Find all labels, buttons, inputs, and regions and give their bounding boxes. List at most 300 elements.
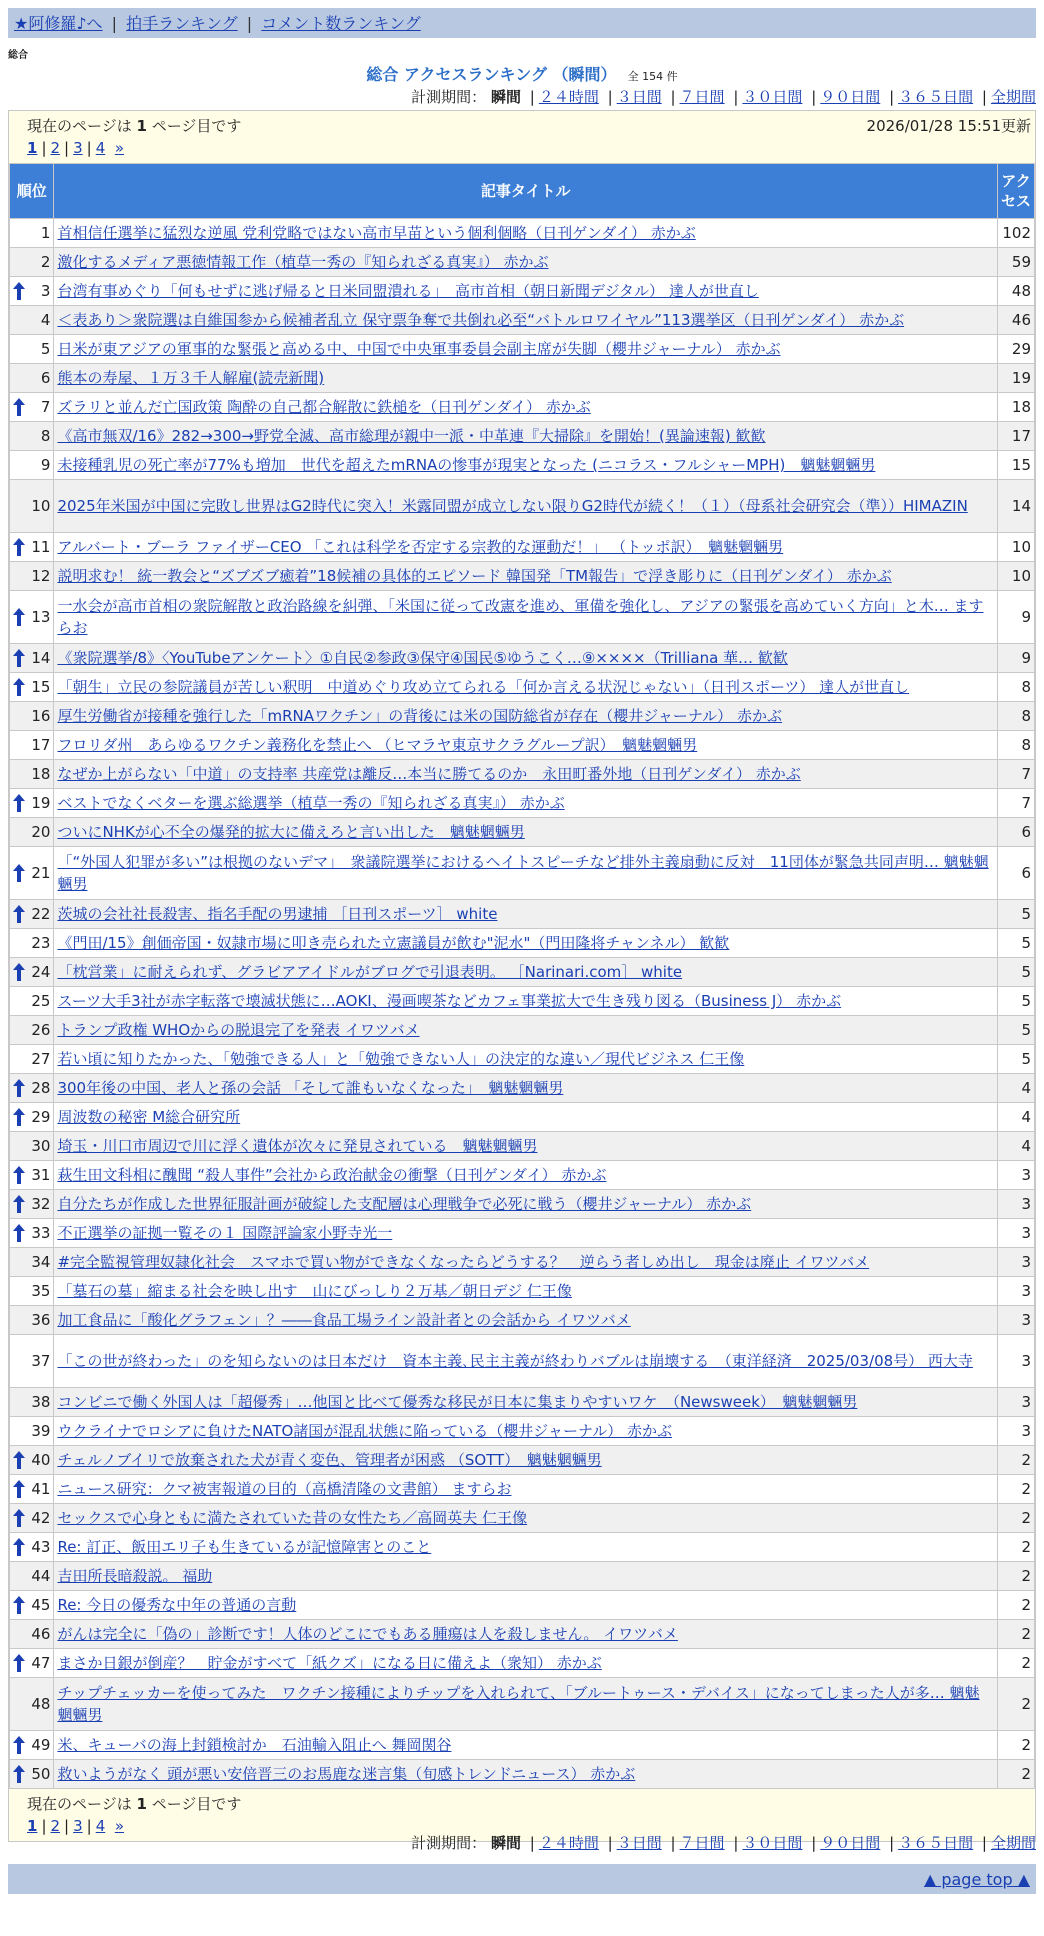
title-cell xyxy=(54,393,997,422)
pager-next[interactable]: » xyxy=(114,139,124,157)
page-message: 現在のページは 1 ページ目です xyxy=(27,1795,242,1813)
up-arrow-icon xyxy=(13,794,25,812)
article-link[interactable]: 300年後の中国、老人と孫の会話 「そして誰もいなくなった」 魑魅魍魎男 xyxy=(57,1079,564,1097)
rank-cell xyxy=(10,847,54,900)
access-count: 2 xyxy=(997,1475,1034,1504)
rank-cell xyxy=(10,1219,54,1248)
rank-number: 46 xyxy=(31,1625,51,1643)
up-arrow-icon xyxy=(13,1538,25,1556)
title-cell xyxy=(54,1562,997,1591)
access-count: 10 xyxy=(997,562,1034,591)
pager-page-1[interactable]: 1 xyxy=(27,1817,38,1835)
article-link[interactable]: 《門田/15》創価帝国・奴隷市場に叩き売られた立憲議員が飲む"泥水"（門田隆将チャンネル） 歓歓 xyxy=(57,934,730,952)
title-cell xyxy=(54,818,997,847)
access-count: 6 xyxy=(997,847,1034,900)
access-count: 2 xyxy=(997,1760,1034,1789)
rank-number: 23 xyxy=(31,934,51,952)
access-count: 29 xyxy=(997,335,1034,364)
article-link[interactable]: ウクライナでロシアに負けたNATO諸国が混乱状態に陥っている（櫻井ジャーナル） 赤かぶ xyxy=(57,1422,673,1440)
rank-cell xyxy=(10,1045,54,1074)
pager-next[interactable]: » xyxy=(114,1817,124,1835)
rank-cell xyxy=(10,1103,54,1132)
rank-number: 36 xyxy=(31,1311,51,1329)
table-row xyxy=(10,422,1035,451)
table-row xyxy=(10,1649,1035,1678)
title-cell xyxy=(54,306,997,335)
title-cell xyxy=(54,1446,997,1475)
title-cell xyxy=(54,1649,997,1678)
article-link[interactable]: 「墓石の墓」縮まる社会を映し出す 山にびっしり２万基／朝日デジ 仁王像 xyxy=(57,1282,572,1300)
article-link[interactable]: 台湾有事めぐり「何もせずに逃げ帰ると日米同盟潰れる」 高市首相（朝日新聞デジタル） 達人が世直し xyxy=(57,282,759,300)
article-link[interactable]: トランプ政権 WHOからの脱退完了を発表 イワツバメ xyxy=(57,1021,420,1039)
title-cell xyxy=(54,335,997,364)
rank-number: 43 xyxy=(31,1538,51,1556)
table-row xyxy=(10,1760,1035,1789)
access-count: 5 xyxy=(997,1016,1034,1045)
table-row xyxy=(10,900,1035,929)
access-count: 3 xyxy=(997,1306,1034,1335)
access-count: 2 xyxy=(997,1562,1034,1591)
article-link[interactable]: アルバート・ブーラ ファイザーCEO 「これは科学を否定する宗教的な運動だ！」 （トッポ訳） 魑魅魍魎男 xyxy=(57,538,784,556)
title-cell xyxy=(54,1277,997,1306)
pager-page-1[interactable]: 1 xyxy=(27,139,38,157)
rank-number: 22 xyxy=(31,905,51,923)
article-link[interactable]: 2025年米国が中国に完敗し世界はG2時代に突入！米露同盟が成立しない限りG2時代が続く！（１）（母系社会研究会（準））HIMAZIN xyxy=(57,497,968,515)
access-count: 3 xyxy=(997,1190,1034,1219)
access-count: 3 xyxy=(997,1161,1034,1190)
article-link[interactable]: 首相信任選挙に猛烈な逆風 党利党略ではない高市早苗という個利個略（日刊ゲンダイ） 赤かぶ xyxy=(57,224,696,242)
rank-number: 12 xyxy=(31,567,51,585)
period-3d-link[interactable]: ３日間 xyxy=(616,88,662,106)
article-link[interactable]: 激化するメディア悪徳情報工作（植草一秀の『知られざる真実』） 赤かぶ xyxy=(57,253,549,271)
col-header-title: 記事タイトル xyxy=(54,164,997,219)
article-link[interactable]: 一水会が高市首相の衆院解散と政治路線を糾弾、「米国に従って改憲を進め、軍備を強化し、アジアの緊張を高めていく方向」と木… ますらお xyxy=(57,597,984,637)
table-row xyxy=(10,562,1035,591)
rank-number: 33 xyxy=(31,1224,51,1242)
article-link[interactable]: 周波数の秘密 M総合研究所 xyxy=(57,1108,241,1126)
table-row xyxy=(10,1504,1035,1533)
table-row xyxy=(10,219,1035,248)
article-link[interactable]: 米、キューバの海上封鎖検討か 石油輸入阻止へ 舞岡関谷 xyxy=(57,1736,452,1754)
rank-number: 9 xyxy=(40,456,51,474)
title-cell xyxy=(54,562,997,591)
title-cell xyxy=(54,591,997,644)
table-row xyxy=(10,1335,1035,1388)
title-cell xyxy=(54,1306,997,1335)
up-arrow-icon xyxy=(13,905,25,923)
page-top-link[interactable]: ▲ page top ▲ xyxy=(923,1870,1030,1889)
category-label: 総合 xyxy=(8,50,28,61)
up-arrow-icon xyxy=(13,678,25,696)
access-count: 3 xyxy=(997,1219,1034,1248)
article-link[interactable]: 熊本の寿屋、１万３千人解雇(読売新聞) xyxy=(57,369,325,387)
rank-number: 14 xyxy=(31,649,51,667)
table-row xyxy=(10,277,1035,306)
table-row xyxy=(10,1620,1035,1649)
article-link[interactable]: スーツ大手3社が赤字転落で壊滅状態に…AOKI、漫画喫茶などカフェ事業拡大で生き残り図る（Business J） 赤かぶ xyxy=(57,992,842,1010)
period-label: 計測期間： xyxy=(411,1834,487,1852)
page-info-top xyxy=(9,111,1035,163)
up-arrow-icon xyxy=(13,1108,25,1126)
title-cell xyxy=(54,929,997,958)
period-24h-link[interactable]: ２４時間 xyxy=(538,88,599,106)
article-link[interactable]: ニュース研究：クマ被害報道の目的（高橋清隆の文書館） ますらお xyxy=(57,1480,512,1498)
title-cell xyxy=(54,364,997,393)
rank-number: 39 xyxy=(31,1422,51,1440)
table-row xyxy=(10,702,1035,731)
access-count: 2 xyxy=(997,1446,1034,1475)
title-cell xyxy=(54,1620,997,1649)
rank-number: 19 xyxy=(31,794,51,812)
table-row xyxy=(10,847,1035,900)
nav-separator: | xyxy=(111,14,118,33)
rank-cell xyxy=(10,591,54,644)
period-selector-bottom: 計測期間： 瞬間 | ２４時間 | ３日間 | ７日間 | ３０日間 | ９０日間 | ３６５日間 | 全期間 xyxy=(411,1834,1036,1852)
table-row xyxy=(10,731,1035,760)
rank-cell xyxy=(10,987,54,1016)
pager-page-2[interactable]: 2 xyxy=(50,139,61,157)
table-row xyxy=(10,929,1035,958)
access-count: 3 xyxy=(997,1277,1034,1306)
table-row xyxy=(10,1417,1035,1446)
rank-number: 10 xyxy=(31,497,51,515)
title-cell xyxy=(54,533,997,562)
rank-cell xyxy=(10,1306,54,1335)
table-row xyxy=(10,1475,1035,1504)
access-count: 5 xyxy=(997,900,1034,929)
title-cell xyxy=(54,1132,997,1161)
rank-number: 29 xyxy=(31,1108,51,1126)
rank-number: 11 xyxy=(31,538,51,556)
rank-cell xyxy=(10,760,54,789)
title-cell xyxy=(54,1475,997,1504)
article-link[interactable]: まさか日銀が倒産？ 貯金がすべて「紙クズ」になる日に備えよ（衆知） 赤かぶ xyxy=(57,1654,602,1672)
rank-number: 44 xyxy=(31,1567,51,1585)
table-row xyxy=(10,306,1035,335)
access-count: 9 xyxy=(997,591,1034,644)
article-link[interactable]: Re: 今日の優秀な中年の普通の言動 xyxy=(57,1596,297,1614)
article-link[interactable]: 救いようがなく 頭が悪い安倍晋三のお馬鹿な迷言集（旬感トレンドニュース） 赤かぶ xyxy=(57,1765,636,1783)
title-cell xyxy=(54,480,997,533)
access-count: 46 xyxy=(997,306,1034,335)
rank-number: 13 xyxy=(31,608,51,626)
access-count: 2 xyxy=(997,1678,1034,1731)
rank-cell xyxy=(10,1475,54,1504)
access-count: 3 xyxy=(997,1335,1034,1388)
rank-cell xyxy=(10,958,54,987)
rank-number: 38 xyxy=(31,1393,51,1411)
article-link[interactable]: 吉田所長暗殺説。 福助 xyxy=(57,1567,213,1585)
pager-top: 1 | 2 | 3 | 4 » xyxy=(27,139,124,157)
pager-page-4[interactable]: 4 xyxy=(95,1817,106,1835)
article-link[interactable]: セックスで心身ともに満たされていた昔の女性たち／高岡英夫 仁王像 xyxy=(57,1509,528,1527)
comment-ranking-link[interactable]: コメント数ランキング xyxy=(261,14,421,33)
article-link[interactable]: 加工食品に「酸化グラフェン」？――食品工場ライン設計者との会話から イワツバメ xyxy=(57,1311,631,1329)
rank-number: 35 xyxy=(31,1282,51,1300)
title-cell xyxy=(54,1504,997,1533)
article-link[interactable]: 「この世が終わった」のを知らないのは日本だけ 資本主義､民主主義が終わりバブルは崩壊する （東洋経済 2025/03/08号） 西大寺 xyxy=(57,1352,973,1370)
article-link[interactable]: #完全監視管理奴隷化社会 スマホで買い物ができなくなったらどうする？ 逆らう者しめ出し 現金は廃止 イワツバメ xyxy=(57,1253,870,1271)
access-count: 2 xyxy=(997,1649,1034,1678)
applause-ranking-link[interactable]: 拍手ランキング xyxy=(126,14,238,33)
rank-number: 17 xyxy=(31,736,51,754)
access-count: 102 xyxy=(997,219,1034,248)
title-cell xyxy=(54,277,997,306)
rank-number: 20 xyxy=(31,823,51,841)
period-all-link[interactable]: 全期間 xyxy=(990,1834,1036,1852)
period-all-link[interactable]: 全期間 xyxy=(990,88,1036,106)
table-row xyxy=(10,644,1035,673)
period-30d-link[interactable]: ３０日間 xyxy=(742,1834,803,1852)
table-row xyxy=(10,1016,1035,1045)
rank-number: 2 xyxy=(40,253,51,271)
article-link[interactable]: 説明求む！ 統一教会と“ズブズブ癒着”18候補の具体的エピソード 韓国発「TM報告」で浮き彫りに（日刊ゲンダイ） 赤かぶ xyxy=(57,567,892,585)
article-link[interactable]: がんは完全に「偽の」診断です！人体のどこにでもある腫瘍は人を殺しません。 イワツバメ xyxy=(57,1625,678,1643)
rank-number: 7 xyxy=(40,398,51,416)
rank-cell xyxy=(10,480,54,533)
rank-number: 1 xyxy=(40,224,51,242)
access-count: 8 xyxy=(997,673,1034,702)
rank-number: 45 xyxy=(31,1596,51,1614)
article-link[interactable]: チェルノブイリで放棄された犬が青く変色、管理者が困惑 （SOTT） 魑魅魍魎男 xyxy=(57,1451,602,1469)
home-link[interactable]: ★阿修羅♪へ xyxy=(14,14,103,33)
article-link[interactable]: 若い頃に知りたかった、「勉強できる人」と「勉強できない人」の決定的な違い／現代ビジネス 仁王像 xyxy=(57,1050,745,1068)
access-count: 59 xyxy=(997,248,1034,277)
article-link[interactable]: 茨城の会社社長殺害、指名手配の男逮捕 ［日刊スポーツ］ white xyxy=(57,905,498,923)
rank-cell xyxy=(10,1417,54,1446)
rank-cell xyxy=(10,1446,54,1475)
title-cell xyxy=(54,1161,997,1190)
title-cell xyxy=(54,1219,997,1248)
article-link[interactable]: 《高市無双/16》282→300→野党全滅、高市総理が親中一派・中革連『大掃除』を開始！(異論速報) 歓歓 xyxy=(57,427,766,445)
table-row xyxy=(10,789,1035,818)
period-90d-link[interactable]: ９０日間 xyxy=(820,88,881,106)
table-row xyxy=(10,1190,1035,1219)
rank-cell xyxy=(10,1388,54,1417)
period-3d-link[interactable]: ３日間 xyxy=(616,1834,662,1852)
access-count: 10 xyxy=(997,533,1034,562)
access-count: 2 xyxy=(997,1620,1034,1649)
title-cell xyxy=(54,731,997,760)
access-count: 9 xyxy=(997,644,1034,673)
access-count: 2 xyxy=(997,1504,1034,1533)
article-link[interactable]: 厚生労働省が接種を強行した「mRNAワクチン」の背後には米の国防総省が存在（櫻井ジャーナル） 赤かぶ xyxy=(57,707,782,725)
title-cell xyxy=(54,987,997,1016)
rank-number: 31 xyxy=(31,1166,51,1184)
title-cell xyxy=(54,789,997,818)
rank-cell xyxy=(10,533,54,562)
up-arrow-icon xyxy=(13,1195,25,1213)
period-7d-link[interactable]: ７日間 xyxy=(679,88,725,106)
period-7d-link[interactable]: ７日間 xyxy=(679,1834,725,1852)
rank-number: 40 xyxy=(31,1451,51,1469)
up-arrow-icon xyxy=(13,864,25,882)
rank-cell xyxy=(10,1533,54,1562)
article-link[interactable]: 自分たちが作成した世界征服計画が破綻した支配層は心理戦争で必死に戦う（櫻井ジャーナル） 赤かぶ xyxy=(57,1195,752,1213)
access-count: 6 xyxy=(997,818,1034,847)
rank-number: 47 xyxy=(31,1654,51,1672)
rank-cell xyxy=(10,562,54,591)
table-row xyxy=(10,1591,1035,1620)
rank-number: 41 xyxy=(31,1480,51,1498)
pager-bottom: 1 | 2 | 3 | 4 » xyxy=(27,1817,124,1835)
article-link[interactable]: 「朝生」立民の参院議員が苦しい釈明 中道めぐり攻め立てられる「何か言える状況じゃない」（日刊スポーツ） 達人が世直し xyxy=(57,678,910,696)
title-cell xyxy=(54,958,997,987)
table-row xyxy=(10,364,1035,393)
title-cell xyxy=(54,1388,997,1417)
period-24h-link[interactable]: ２４時間 xyxy=(538,1834,599,1852)
table-row xyxy=(10,1045,1035,1074)
bottom-bar xyxy=(8,1864,1036,1894)
rank-cell xyxy=(10,789,54,818)
title-cell xyxy=(54,1248,997,1277)
table-row xyxy=(10,958,1035,987)
article-link[interactable]: 埼玉・川口市周辺で川に浮く遺体が次々に発見されている 魑魅魍魎男 xyxy=(57,1137,538,1155)
article-link[interactable]: 萩生田文科相に醜聞 “殺人事件”会社から政治献金の衝撃（日刊ゲンダイ） 赤かぶ xyxy=(57,1166,607,1184)
up-arrow-icon xyxy=(13,649,25,667)
table-row xyxy=(10,393,1035,422)
table-row xyxy=(10,1562,1035,1591)
pager-page-3[interactable]: 3 xyxy=(73,139,83,157)
table-row xyxy=(10,673,1035,702)
table-row xyxy=(10,818,1035,847)
access-count: 2 xyxy=(997,1591,1034,1620)
up-arrow-icon xyxy=(13,963,25,981)
table-row xyxy=(10,760,1035,789)
ranking-rows xyxy=(10,219,1035,1789)
period-selector-top: 計測期間： 瞬間 | ２４時間 | ３日間 | ７日間 | ３０日間 | ９０日間 | ３６５日間 | 全期間 xyxy=(411,88,1036,106)
article-link[interactable]: 「枕営業」に耐えられず、グラビアアイドルがブログで引退表明。 ［Narinari.com］ white xyxy=(57,963,683,981)
rank-cell xyxy=(10,422,54,451)
rank-cell xyxy=(10,1190,54,1219)
article-link[interactable]: 「“外国人犯罪が多い”は根拠のないデマ」 衆議院選挙におけるヘイトスピーチなど排外主義扇動に反対 11団体が緊急共同声明… 魑魅魍魎男 xyxy=(57,853,989,893)
up-arrow-icon xyxy=(13,398,25,416)
table-row xyxy=(10,1731,1035,1760)
up-arrow-icon xyxy=(13,1451,25,1469)
title-cell xyxy=(54,760,997,789)
access-count: 7 xyxy=(997,789,1034,818)
article-link[interactable]: ＜表あり＞衆院選は自維国参から候補者乱立 保守票争奪で共倒れ必至“バトルロワイヤル”113選挙区（日刊ゲンダイ） 赤かぶ xyxy=(57,311,905,329)
rank-cell xyxy=(10,900,54,929)
rank-number: 30 xyxy=(31,1137,51,1155)
col-header-rank: 順位 xyxy=(10,164,54,219)
pager-page-4[interactable]: 4 xyxy=(95,139,106,157)
article-link[interactable]: 未接種乳児の死亡率が77%も増加 世代を超えたmRNAの惨事が現実となった (ニコラス・フルシャーMPH) 魑魅魍魎男 xyxy=(57,456,876,474)
article-link[interactable]: 不正選挙の証拠一覧その１ 国際評論家小野寺光一 xyxy=(57,1224,393,1242)
access-count: 2 xyxy=(997,1731,1034,1760)
table-row xyxy=(10,1678,1035,1731)
table-row xyxy=(10,248,1035,277)
title-cell xyxy=(54,1190,997,1219)
title-cell xyxy=(54,1074,997,1103)
rank-number: 32 xyxy=(31,1195,51,1213)
title-cell xyxy=(54,702,997,731)
table-row xyxy=(10,1248,1035,1277)
rank-number: 5 xyxy=(40,340,51,358)
period-365d-link[interactable]: ３６５日間 xyxy=(898,88,974,106)
rank-cell xyxy=(10,1760,54,1789)
title-cell xyxy=(54,644,997,673)
access-count: 8 xyxy=(997,702,1034,731)
table-row xyxy=(10,480,1035,533)
title-cell xyxy=(54,1045,997,1074)
article-link[interactable]: 日米が東アジアの軍事的な緊張と高める中、中国で中央軍事委員会副主席が失脚（櫻井ジャーナル） 赤かぶ xyxy=(57,340,781,358)
rank-number: 6 xyxy=(40,369,51,387)
rank-number: 42 xyxy=(31,1509,51,1527)
access-count: 3 xyxy=(997,1417,1034,1446)
article-link[interactable]: チップチェッカーを使ってみた ワクチン接種によりチップを入れられて、「ブルートゥース・デバイス」になってしまった人が多… 魑魅魍魎男 xyxy=(57,1684,980,1724)
col-header-access: アクセス xyxy=(997,164,1034,219)
rank-number: 50 xyxy=(31,1765,51,1783)
pager-page-3[interactable]: 3 xyxy=(73,1817,83,1835)
title-cell xyxy=(54,422,997,451)
article-link[interactable]: Re: 訂正、飯田エリ子も生きているが記憶障害とのこと xyxy=(57,1538,432,1556)
up-arrow-icon xyxy=(13,282,25,300)
rank-number: 21 xyxy=(31,864,51,882)
access-count: 14 xyxy=(997,480,1034,533)
article-link[interactable]: ズラリと並んだ亡国政策 陶酔の自己都合解散に鉄槌を（日刊ゲンダイ） 赤かぶ xyxy=(57,398,591,416)
page-title-line xyxy=(0,62,1044,85)
article-link[interactable]: ついにNHKが心不全の爆発的拡大に備えろと言い出した 魑魅魍魎男 xyxy=(57,823,525,841)
rank-cell xyxy=(10,393,54,422)
rank-cell xyxy=(10,702,54,731)
access-count: 19 xyxy=(997,364,1034,393)
rank-cell xyxy=(10,248,54,277)
access-count: 17 xyxy=(997,422,1034,451)
title-cell xyxy=(54,1591,997,1620)
rank-number: 24 xyxy=(31,963,51,981)
table-row xyxy=(10,335,1035,364)
table-row xyxy=(10,1533,1035,1562)
article-link[interactable]: なぜか上がらない「中道」の支持率 共産党は離反…本当に勝てるのか 永田町番外地（日刊ゲンダイ） 赤かぶ xyxy=(57,765,801,783)
rank-cell xyxy=(10,219,54,248)
table-row xyxy=(10,533,1035,562)
rank-cell xyxy=(10,1074,54,1103)
up-arrow-icon xyxy=(13,538,25,556)
access-count: 48 xyxy=(997,277,1034,306)
rank-number: 8 xyxy=(40,427,51,445)
rank-cell xyxy=(10,673,54,702)
table-row xyxy=(10,987,1035,1016)
rank-cell xyxy=(10,1277,54,1306)
rank-number: 3 xyxy=(40,282,51,300)
access-count: 4 xyxy=(997,1074,1034,1103)
rank-cell xyxy=(10,1591,54,1620)
table-row xyxy=(10,1446,1035,1475)
period-365d-link[interactable]: ３６５日間 xyxy=(898,1834,974,1852)
article-link[interactable]: ベストでなくベターを選ぶ総選挙（植草一秀の『知られざる真実』） 赤かぶ xyxy=(57,794,565,812)
title-cell xyxy=(54,1016,997,1045)
table-row xyxy=(10,1161,1035,1190)
rank-number: 25 xyxy=(31,992,51,1010)
article-link[interactable]: コンビニで働く外国人は「超優秀」…他国と比べて優秀な移民が日本に集まりやすいワケ （Newsweek） 魑魅魍魎男 xyxy=(57,1393,858,1411)
access-count: 7 xyxy=(997,760,1034,789)
rank-number: 49 xyxy=(31,1736,51,1754)
page-message: 現在のページは 1 ページ目です xyxy=(27,117,242,135)
rank-cell xyxy=(10,1132,54,1161)
article-link[interactable]: 《衆院選挙/8》〈YouTubeアンケート〉①自民②参政③保守④国民⑤ゆうこく…⑨××××（Trilliana 華… 歓歓 xyxy=(57,649,788,667)
pager-page-2[interactable]: 2 xyxy=(50,1817,61,1835)
up-arrow-icon xyxy=(13,1224,25,1242)
article-link[interactable]: フロリダ州 あらゆるワクチン義務化を禁止へ （ヒマラヤ東京サクラグループ訳） 魑魅魍魎男 xyxy=(57,736,698,754)
period-90d-link[interactable]: ９０日間 xyxy=(820,1834,881,1852)
title-cell xyxy=(54,1335,997,1388)
access-count: 5 xyxy=(997,958,1034,987)
rank-cell xyxy=(10,306,54,335)
period-30d-link[interactable]: ３０日間 xyxy=(742,88,803,106)
rank-cell xyxy=(10,1649,54,1678)
access-count: 3 xyxy=(997,1388,1034,1417)
